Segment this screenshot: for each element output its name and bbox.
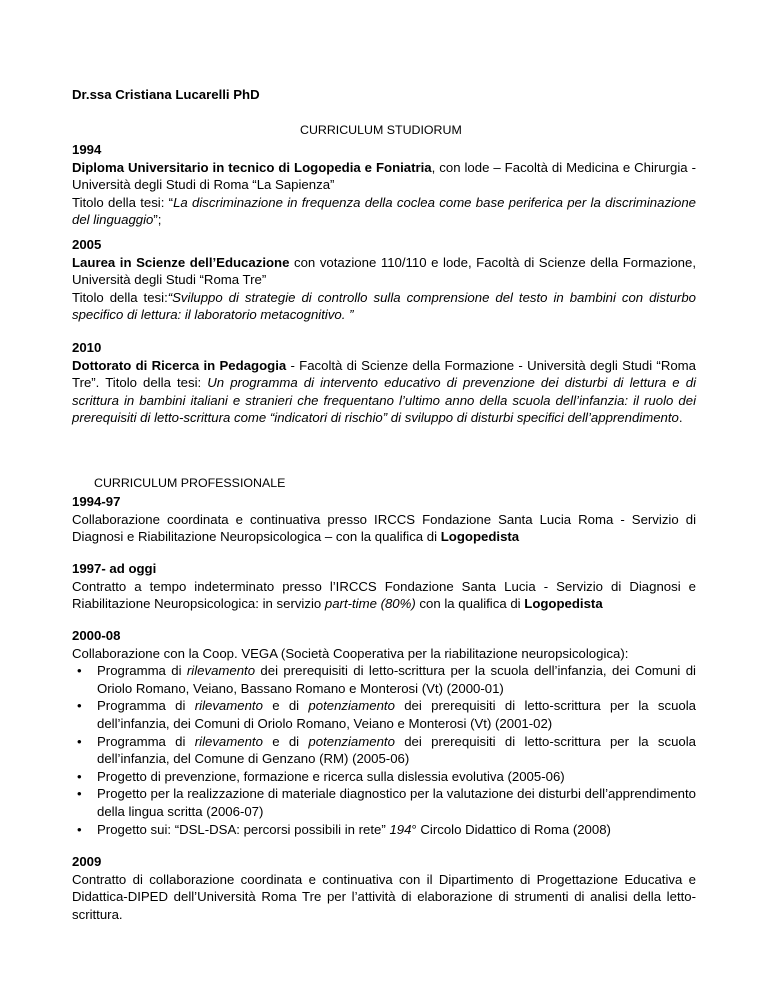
role-title: Logopedista: [440, 529, 520, 545]
section-title-professionale: CURRICULUM PROFESSIONALE: [94, 476, 286, 490]
author-name: Dr.ssa Cristiana Lucarelli PhD: [72, 87, 260, 102]
thesis-title: “Sviluppo di strategie di controllo sulla comprensione del testo in bambini con disturbo specifico di lettura: il laboratorio metacognitivo. ”: [72, 289, 696, 323]
list-item: • Programma di rilevamento e di potenziamento dei prerequisiti di letto-scrittura per la scuola dell’infanzia, del Comune di Genzano (RM) (2005-06): [77, 733, 697, 767]
entry-year: 2009: [72, 854, 102, 869]
entry-description: Collaborazione coordinata e continuativa presso IRCCS Fondazione Santa Lucia Roma - Servizio di Diagnosi e Riabilitazione Neuropsicologica – con la qualifica di Logopedista: [72, 511, 696, 545]
education-entry-2005: [72, 236, 696, 324]
entry-year: 1994: [72, 142, 102, 157]
project-list: [72, 662, 696, 838]
entry-description: Contratto a tempo indeterminato presso l’IRCCS Fondazione Santa Lucia - Servizio di Diagnosi e Riabilitazione Neuropsicologica: in servizio part-time (80%) con la qualifica di Logopedista: [72, 578, 696, 612]
bullet-icon: •: [77, 786, 82, 802]
degree-title: Laurea in Scienze dell’Educazione: [72, 254, 290, 270]
entry-year: 2000-08: [72, 628, 121, 643]
section-title-studiorum: CURRICULUM STUDIORUM: [300, 123, 462, 137]
education-entry-2010: [72, 339, 696, 427]
education-entry-1994: [72, 141, 696, 229]
part-time-label: part-time (80%): [324, 596, 416, 612]
thesis-title: La discriminazione in frequenza della coclea come base periferica per la discriminazione del linguaggio: [72, 194, 696, 228]
thesis-line: Titolo della tesi:“Sviluppo di strategie di controllo sulla comprensione del testo in bambini con disturbo specifico di lettura: il laboratorio metacognitivo. ”: [72, 289, 696, 323]
list-item: • Progetto per la realizzazione di materiale diagnostico per la valutazione dei disturbi dell’apprendimento della lingua scritta (2006-07): [77, 786, 696, 819]
thesis-title: Un programma di intervento educativo di prevenzione dei disturbi di lettura e di scrittura in bambini italiani e stranieri che frequentano l’ultimo anno della scuola dell’infanzia: il ruolo dei prerequisiti di letto-scrittura come “indicatori di rischio” di sviluppo di disturbi specifici dell’apprendimento: [72, 375, 696, 426]
list-item: • Programma di rilevamento dei prerequisiti di letto-scrittura per la scuola dell’infanzia, dei Comuni di Oriolo Romano, Veiano, Bassano Romano e Monterosi (Vt) (2000-01): [77, 663, 696, 696]
entry-year: 1994-97: [72, 494, 121, 509]
work-entry-1994-97: [72, 493, 696, 546]
bullet-icon: •: [77, 698, 82, 714]
entry-intro: Collaborazione con la Coop. VEGA (Società Cooperativa per la riabilitazione neuropsicologica):: [72, 645, 629, 661]
entry-description: Diploma Universitario in tecnico di Logopedia e Foniatria, con lode – Facoltà di Medicina e Chirurgia - Università degli Studi di Roma “La Sapienza”: [72, 159, 696, 193]
entry-year: 2010: [72, 340, 102, 355]
work-entry-1997-ad-oggi: [72, 560, 696, 613]
entry-description: Dottorato di Ricerca in Pedagogia - Facoltà di Scienze della Formazione - Università degli Studi “Roma Tre”. Titolo della tesi: Un programma di intervento educativo di prevenzione dei disturbi di lettura e di scrittura in bambini italiani e stranieri che frequentano l’ultimo anno della scuola dell’infanzia: il ruolo dei prerequisiti di letto-scrittura come “indicatori di rischio” di sviluppo di disturbi specifici dell’apprendimento.: [72, 357, 696, 426]
list-item: • Progetto di prevenzione, formazione e ricerca sulla dislessia evolutiva (2005-06): [77, 768, 565, 784]
bullet-icon: •: [77, 768, 82, 784]
work-entry-2000-08: [72, 627, 696, 838]
list-item: • Progetto sui: “DSL-DSA: percorsi possibili in rete” 194° Circolo Didattico di Roma (2008): [77, 821, 611, 837]
entry-description: Contratto di collaborazione coordinata e continuativa con il Dipartimento di Progettazione Educativa e Didattica-DIPED dell’Università Roma Tre per l’attività di elaborazione di strumenti di analisi della letto-scrittura.: [72, 871, 696, 922]
list-item: • Programma di rilevamento e di potenziamento dei prerequisiti di letto-scrittura per la scuola dell’infanzia, dei Comuni di Oriolo Romano, Veiano e Monterosi (Vt) (2001-02): [77, 698, 697, 731]
degree-title: Dottorato di Ricerca in Pedagogia: [72, 357, 287, 373]
role-title: Logopedista: [524, 596, 603, 612]
thesis-line: Titolo della tesi: “La discriminazione in frequenza della coclea come base periferica per la discriminazione del linguaggio”;: [72, 194, 696, 228]
entry-year: 2005: [72, 237, 102, 252]
degree-title: Diploma Universitario in tecnico di Logopedia e Foniatria: [72, 159, 432, 175]
bullet-icon: •: [77, 733, 82, 749]
bullet-icon: •: [77, 821, 82, 837]
entry-description: Laurea in Scienze dell’Educazione con votazione 110/110 e lode, Facoltà di Scienze della Formazione, Università degli Studi “Roma Tre”: [72, 254, 697, 288]
entry-year: 1997- ad oggi: [72, 561, 157, 576]
work-entry-2009: [72, 853, 696, 923]
bullet-icon: •: [77, 663, 82, 679]
